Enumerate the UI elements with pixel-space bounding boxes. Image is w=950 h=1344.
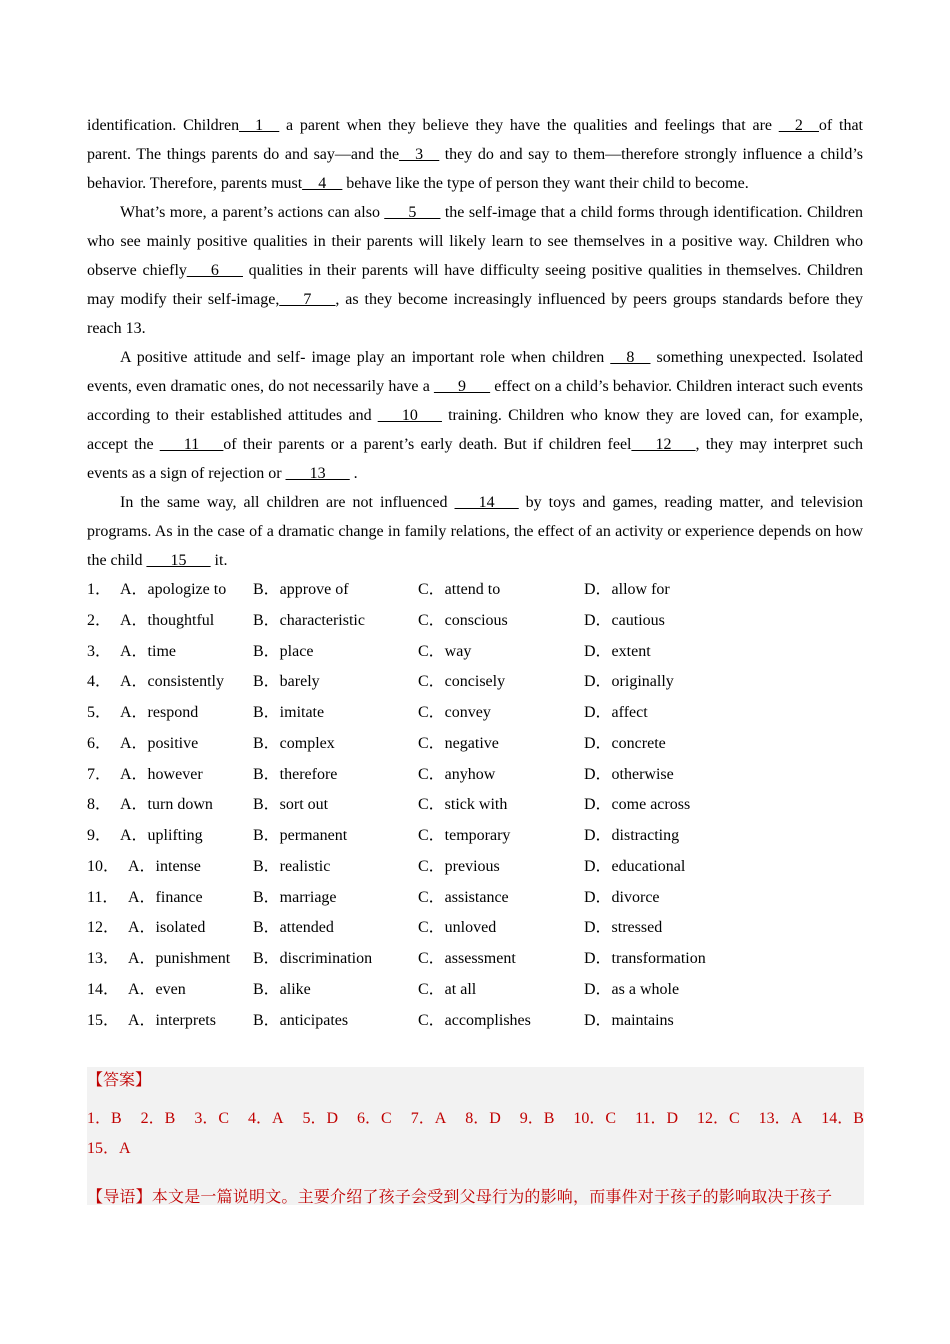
question-number: 2． <box>87 611 112 629</box>
option-d: D．educational <box>584 857 686 875</box>
option-d: D．otherwise <box>584 765 674 783</box>
option-a: A．respond <box>120 704 199 721</box>
option-c: C．conscious <box>418 611 508 629</box>
text: A positive attitude and self- image play an important role when children <box>120 349 611 366</box>
option-d: D．extent <box>584 642 651 660</box>
question-row-13 <box>87 944 863 975</box>
text: something unexpected. Isolated events, even dramatic ones, do not necessarily have a <box>87 349 863 395</box>
option-b: B．imitate <box>253 704 325 721</box>
question-options <box>87 575 863 1036</box>
question-number: 14． <box>87 980 120 998</box>
option-d: D．stressed <box>584 919 663 937</box>
answer-item: 6．C <box>357 1110 392 1127</box>
question-row-9 <box>87 821 863 852</box>
blank-5: ___5___ <box>384 204 441 221</box>
question-row-3 <box>87 637 863 668</box>
option-b: B．discrimination <box>253 950 373 967</box>
answer-item: 2．B <box>140 1110 176 1127</box>
option-b: B．therefore <box>253 765 338 783</box>
option-c: C．convey <box>418 704 491 721</box>
blank-3: __3__ <box>399 146 440 163</box>
answer-item: 1．B <box>87 1110 122 1127</box>
text: training. Children who know they are loved can, for example, accept the <box>87 407 864 453</box>
option-d: D．transformation <box>584 950 706 967</box>
option-b: B．approve of <box>253 581 349 598</box>
text: the self-image that a child forms through identification. Children who see mainly positive qualities in their parents will likely learn to see themselves in a positive way. Children who observe chiefly <box>87 204 863 279</box>
option-d: D．as a whole <box>584 980 680 998</box>
option-b: B．attended <box>253 919 334 937</box>
question-row-14 <box>87 975 863 1006</box>
question-row-15 <box>87 1006 863 1037</box>
option-a: A．interprets <box>128 1011 216 1029</box>
option-c: C．concisely <box>418 673 506 691</box>
answer-item: 5．D <box>302 1110 339 1127</box>
option-a: A．intense <box>128 857 201 875</box>
blank-11: ___11___ <box>159 436 224 453</box>
question-row-7 <box>87 760 863 791</box>
question-number: 10． <box>87 857 120 875</box>
guide-text: 【导语】本文是一篇说明文。主要介绍了孩子会受到父母行为的影响，而事件对于孩子的影响取决于孩子 <box>87 1187 833 1206</box>
option-a: A．positive <box>120 734 199 752</box>
option-b: B．anticipates <box>253 1011 349 1029</box>
text: they do and say to them—therefore strongly influence a child’s behavior. Therefore, parents must <box>87 146 863 192</box>
option-b: B．place <box>253 642 314 660</box>
option-b: B．realistic <box>253 857 331 875</box>
answer-item-15: 15．A <box>87 1140 131 1157</box>
blank-9: ___9___ <box>434 378 491 395</box>
text: In the same way, all children are not influenced <box>120 494 455 511</box>
blank-7: ___7___ <box>279 291 336 308</box>
text: of that parent. The things parents do and say—and the <box>87 117 863 163</box>
blank-13: ___13___ <box>285 465 350 482</box>
text: , they may interpret such events as a sign of rejection or <box>87 436 863 482</box>
option-b: B．complex <box>253 734 335 752</box>
blank-12: ___12___ <box>631 436 696 453</box>
option-a: A．punishment <box>128 950 231 967</box>
option-a: A．thoughtful <box>120 611 215 629</box>
option-a: A．consistently <box>120 673 224 691</box>
question-row-4 <box>87 667 863 698</box>
question-number: 5． <box>87 704 112 721</box>
option-c: C．anyhow <box>418 765 496 783</box>
blank-8: __8__ <box>610 349 651 366</box>
question-number: 15． <box>87 1011 120 1029</box>
option-d: D．affect <box>584 704 648 721</box>
option-b: B．barely <box>253 673 320 691</box>
question-number: 3． <box>87 642 112 660</box>
blank-2: __2__ <box>778 117 819 134</box>
text: qualities in their parents will have difficulty seeing positive qualities in themselves. Children may modify their self-image, <box>87 262 863 308</box>
paragraph-1 <box>87 111 863 198</box>
option-b: B．characteristic <box>253 611 365 629</box>
option-a: A．apologize to <box>120 581 227 598</box>
text: effect on a child’s behavior. Children interact such events according to their established attitudes and <box>87 378 863 424</box>
question-number: 6． <box>87 734 112 752</box>
question-number: 12． <box>87 919 120 937</box>
question-number: 11． <box>87 888 119 906</box>
paragraph-3 <box>87 343 863 488</box>
answer-item: 12．C <box>697 1110 740 1127</box>
answer-heading: 【答案】 <box>87 1072 152 1089</box>
option-d: D．cautious <box>584 611 665 629</box>
text: identification. Children <box>87 117 240 134</box>
question-row-1 <box>87 575 863 606</box>
option-d: D．come across <box>584 796 691 814</box>
option-c: C．attend to <box>418 581 501 598</box>
paragraph-4 <box>87 488 863 575</box>
option-d: D．maintains <box>584 1011 674 1029</box>
text: it. <box>210 552 228 569</box>
question-row-12 <box>87 913 863 944</box>
option-c: C．assistance <box>418 888 509 906</box>
option-c: C．negative <box>418 734 499 752</box>
answer-item: 9．B <box>519 1110 555 1127</box>
question-number: 9． <box>87 827 112 844</box>
text: behave like the type of person they want their child to become. <box>342 175 749 192</box>
question-row-2 <box>87 606 863 637</box>
answer-list <box>87 1107 864 1131</box>
text: of their parents or a parent’s early death. But if children feel <box>223 436 632 453</box>
option-b: B．permanent <box>253 827 348 844</box>
text: What’s more, a parent’s actions can also <box>120 204 385 221</box>
option-c: C．accomplishes <box>418 1011 531 1029</box>
option-d: D．allow for <box>584 581 670 598</box>
option-a: A．uplifting <box>120 827 203 844</box>
option-c: C．assessment <box>418 950 516 967</box>
option-c: C．at all <box>418 980 477 998</box>
blank-4: __4__ <box>302 175 343 192</box>
passage <box>87 111 863 575</box>
option-c: C．temporary <box>418 827 511 844</box>
option-a: A．however <box>120 765 203 783</box>
blank-1: __1__ <box>239 117 280 134</box>
option-d: D．concrete <box>584 734 666 752</box>
text: , as they become increasingly influenced by peers groups standards before they reach 13. <box>87 291 863 337</box>
option-d: D．originally <box>584 673 674 691</box>
answer-item: 14．B <box>821 1110 864 1127</box>
option-c: C．way <box>418 642 472 660</box>
question-row-6 <box>87 729 863 760</box>
answer-item: 8．D <box>465 1110 501 1127</box>
answer-item: 13．A <box>758 1110 803 1127</box>
option-c: C．stick with <box>418 796 508 814</box>
answer-section <box>87 1067 864 1205</box>
blank-10: ___10___ <box>377 407 442 424</box>
option-c: C．previous <box>418 857 500 875</box>
option-d: D．divorce <box>584 888 660 906</box>
option-b: B．sort out <box>253 796 329 814</box>
blank-15: ___15___ <box>146 552 211 569</box>
option-a: A．isolated <box>128 919 206 937</box>
option-a: A．even <box>128 980 186 998</box>
answer-item: 3．C <box>194 1110 229 1127</box>
question-row-5 <box>87 698 863 729</box>
text: by toys and games, reading matter, and television programs. As in the case of a dramatic change in family relations, the effect of an activity or experience depends on how the child <box>87 494 863 569</box>
option-a: A．time <box>120 642 176 660</box>
question-number: 4． <box>87 673 112 691</box>
option-b: B．marriage <box>253 888 337 906</box>
answer-item: 7．A <box>410 1110 447 1127</box>
option-a: A．turn down <box>120 796 213 814</box>
question-number: 1． <box>87 581 112 598</box>
question-row-8 <box>87 790 863 821</box>
option-b: B．alike <box>253 980 311 998</box>
option-d: D．distracting <box>584 827 680 844</box>
question-number: 7． <box>87 765 112 783</box>
blank-14: ___14___ <box>454 494 519 511</box>
answer-item: 4．A <box>247 1110 284 1127</box>
option-c: C．unloved <box>418 919 497 937</box>
paragraph-2 <box>87 198 863 343</box>
text: . <box>349 465 358 482</box>
question-row-10 <box>87 852 863 883</box>
text: a parent when they believe they have the qualities and feelings that are <box>279 117 779 134</box>
question-row-11 <box>87 883 863 914</box>
blank-6: ___6___ <box>186 262 243 279</box>
answer-item: 10．C <box>573 1110 617 1127</box>
question-number: 8． <box>87 796 112 814</box>
question-number: 13． <box>87 950 120 967</box>
option-a: A．finance <box>128 888 203 906</box>
answer-item: 11．D <box>635 1110 679 1127</box>
